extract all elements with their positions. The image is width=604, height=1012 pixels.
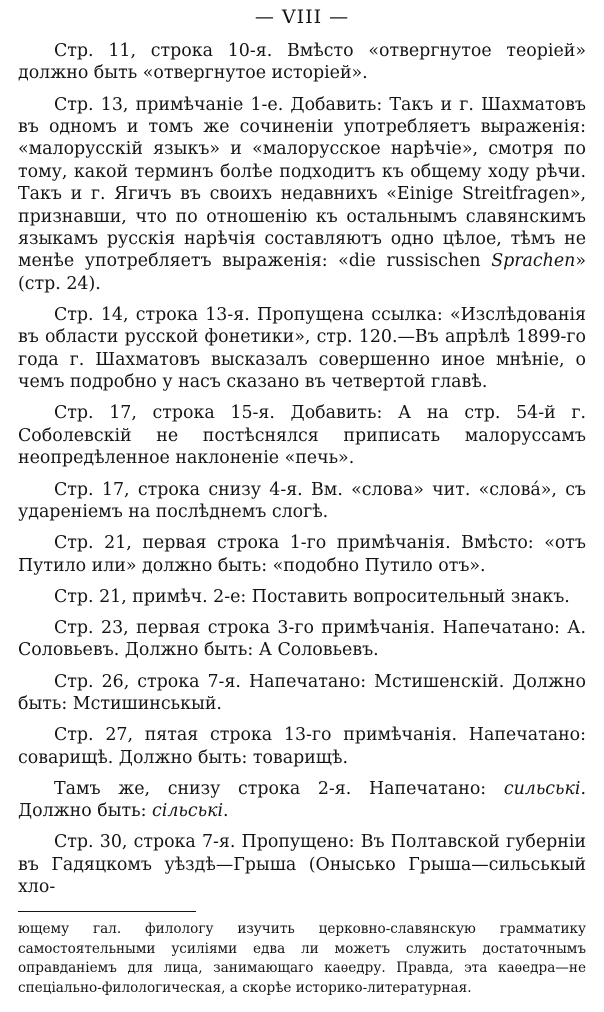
errata-entry [18,94,586,296]
errata-entry [18,617,586,662]
entry-text: » (стр. 24). [18,251,586,294]
entry-text: . [223,801,229,822]
errata-entry [18,40,586,85]
italic-text: сильські [503,778,581,799]
errata-entry [18,778,586,823]
entry-text: Стр. 21, примѣч. 2-е: Поставить вопросительный знакъ. [54,586,570,607]
running-head: — VIII — [254,6,350,28]
errata-entry [18,479,586,524]
entry-text: Стр. 11, строка 10-я. Вмѣсто «отвергнутое теоріей» должно быть «отвергнутое исторіей». [18,41,586,84]
entry-text: . Должно быть: [18,778,586,822]
footnote-rule [18,911,196,912]
errata-entry [18,724,586,769]
entry-text: Стр. 13, примѣчаніе 1-е. Добавить: Такъ и г. Шахматовъ въ одномъ и томъ же сочиненіи употребляетъ выраженія: «малорусскій языкъ» и «малорусское нарѣчіе», смотря по тому, какой терминъ болѣе подходитъ къ общему ходу рѣчи. Такъ и г. Ягичъ въ своихъ недавнихъ «Einige Streitfragen», признавши, что по отношенію къ остальнымъ славянскимъ языкамъ русскія нарѣчія составляютъ одно цѣлое, тѣмъ не менѣе употребляетъ выраженія: «die russischen [18,94,586,272]
entry-text: Стр. 30, строка 7-я. Пропущено: Въ Полтавской губерніи въ Гадяцкомъ уѣздѣ—Грыша (Онысько Грыша—сильськый хло- [18,832,586,898]
entry-text: Стр. 14, строка 13-я. Пропущена ссылка: «Изслѣдованія въ области русской фонетики», стр. 120.—Въ апрѣлѣ 1899-го года г. Шахматовъ высказалъ совершенно иное мнѣніе, о чемъ подробно у насъ сказано въ четвертой главѣ. [18,305,586,393]
errata-entry [18,831,586,898]
errata-entry [18,671,586,716]
entry-text: Стр. 21, первая строка 1-го примѣчанія. Вмѣсто: «отъ Путило или» должно быть: «подобно Путило отъ». [18,533,586,576]
errata-entry [18,304,586,394]
entry-text: Стр. 17, строка 15-я. Добавить: А на стр. 54-й г. Соболевскій не постѣснялся приписать малоруссамъ неопредѣленное наклоненіе «печь». [18,403,586,469]
errata-entry [18,532,586,577]
footnote-text: ющему гал. филологу изучить церковно-славянскую грамматику самостоятельными усиліями едва ли можетъ служить достаточнымъ оправданіемъ для лица, занимающаго каѳедру. Правда, эта каѳедра—не спеціально-филологическая, а скорѣе историко-литературная. [18,921,586,996]
errata-entry [18,586,586,608]
entry-text: Стр. 27, пятая строка 13-го примѣчанія. Напечатано: соварищѣ. Должно быть: товарищѣ. [18,725,586,768]
errata-entry [18,402,586,469]
entry-text: Тамъ же, снизу строка 2-я. Напечатано: [54,778,504,799]
entry-text: Стр. 17, строка снизу 4-я. Вм. «слова» чит. «слова́», съ удареніемъ на послѣднемъ слогѣ. [18,479,586,522]
italic-text: сільські [152,801,224,822]
italic-text: Sprachen [491,251,576,272]
entry-text: Стр. 26, строка 7-я. Напечатано: Мстишенскій. Должно быть: Мстишинськый. [18,671,586,714]
errata-list [18,40,586,907]
entry-text: Стр. 23, первая строка 3-го примѣчанія. Напечатано: А. Соловьевъ. Должно быть: А Соловьевъ. [18,617,586,661]
